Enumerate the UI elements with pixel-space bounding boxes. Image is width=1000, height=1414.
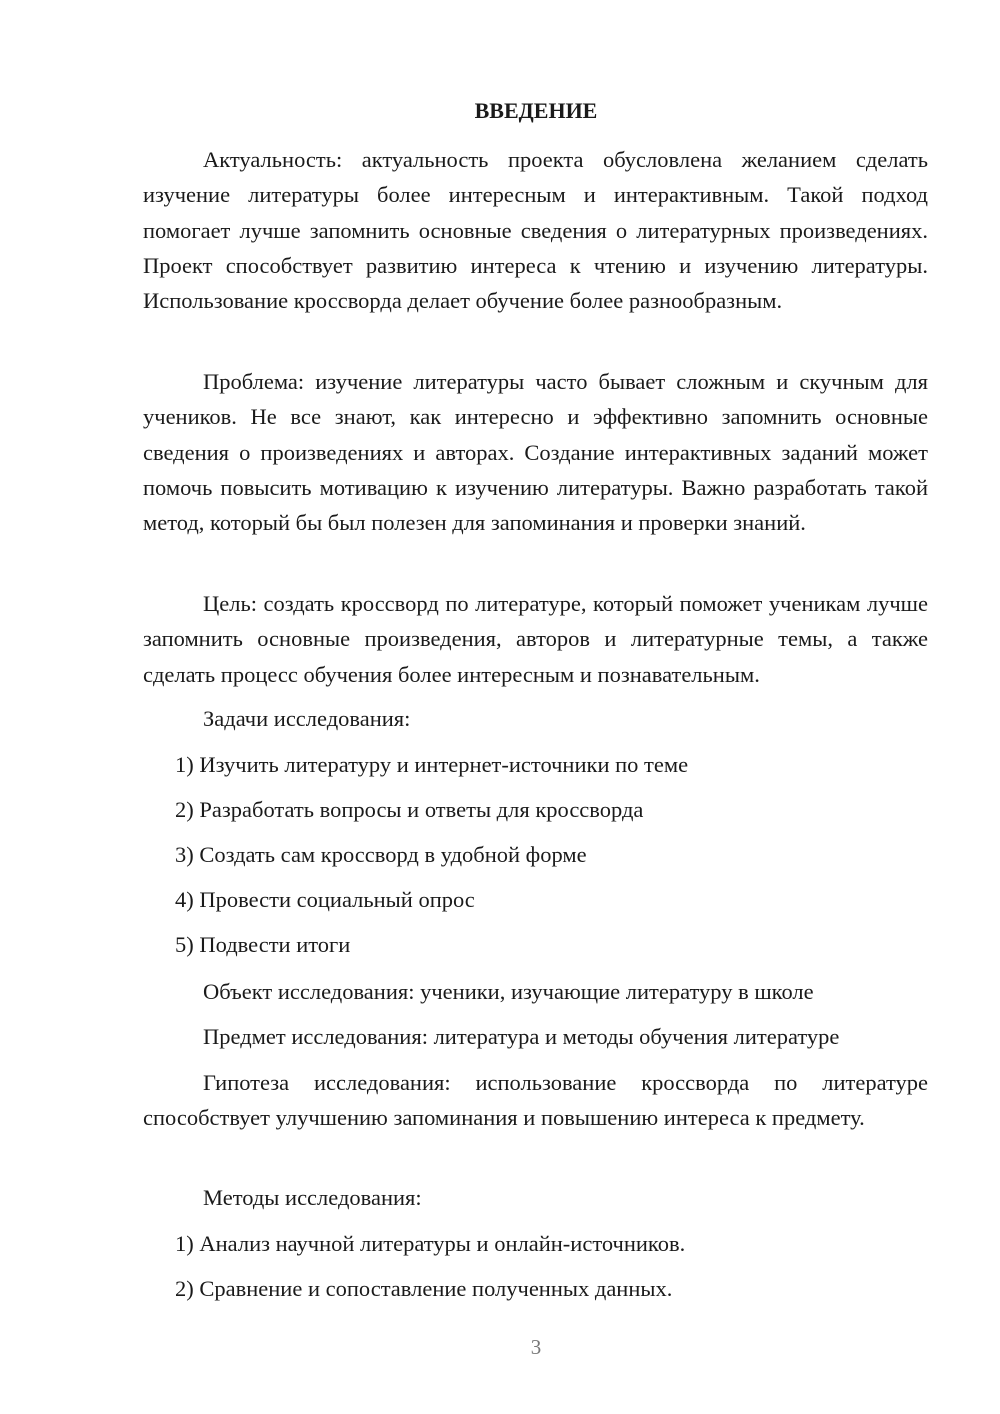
task-item: 3) Создать сам кроссворд в удобной форме	[175, 842, 587, 867]
research-subject: Предмет исследования: литература и методы обучения литературе	[203, 1024, 840, 1049]
methods-heading: Методы исследования:	[203, 1185, 422, 1210]
research-object: Объект исследования: ученики, изучающие литературу в школе	[203, 979, 814, 1004]
method-item: 1) Анализ научной литературы и онлайн-источников.	[175, 1231, 686, 1256]
method-item: 2) Сравнение и сопоставление полученных данных.	[175, 1276, 673, 1301]
task-item: 1) Изучить литературу и интернет-источники по теме	[175, 752, 689, 777]
problem-section	[143, 364, 928, 540]
page-title: ВВЕДЕНИЕ	[474, 98, 598, 123]
page-number: 3	[530, 1335, 542, 1359]
task-item: 4) Провести социальный опрос	[175, 887, 475, 912]
goal-section	[143, 586, 928, 692]
problem-paragraph: Проблема: изучение литературы часто бывает сложным и скучным для учеников. Не все знают, как интересно и эффективно запомнить основные сведения о произведениях и авторах. Создание интерактивных заданий может помочь повысить мотивацию к изучению литературы. Важно разработать такой метод, который бы был полезен для запоминания и проверки знаний.	[143, 369, 928, 536]
hypothesis-section	[143, 1065, 928, 1136]
task-item: 2) Разработать вопросы и ответы для кроссворда	[175, 797, 644, 822]
relevance-paragraph: Актуальность: актуальность проекта обусловлена желанием сделать изучение литературы более интересным и интерактивным. Такой подход помогает лучше запомнить основные сведения о литературных произведениях. Проект способствует развитию интереса к чтению и изучению литературы. Использование кроссворда делает обучение более разнообразным.	[143, 147, 928, 314]
task-item: 5) Подвести итоги	[175, 932, 351, 957]
relevance-section	[143, 142, 928, 318]
hypothesis-paragraph: Гипотеза исследования: использование кроссворда по литературе способствует улучшению запоминания и повышению интереса к предмету.	[143, 1070, 928, 1131]
goal-paragraph: Цель: создать кроссворд по литературе, который поможет ученикам лучше запомнить основные произведения, авторов и литературные темы, а также сделать процесс обучения более интересным и познавательным.	[143, 591, 928, 687]
tasks-heading: Задачи исследования:	[203, 706, 411, 731]
